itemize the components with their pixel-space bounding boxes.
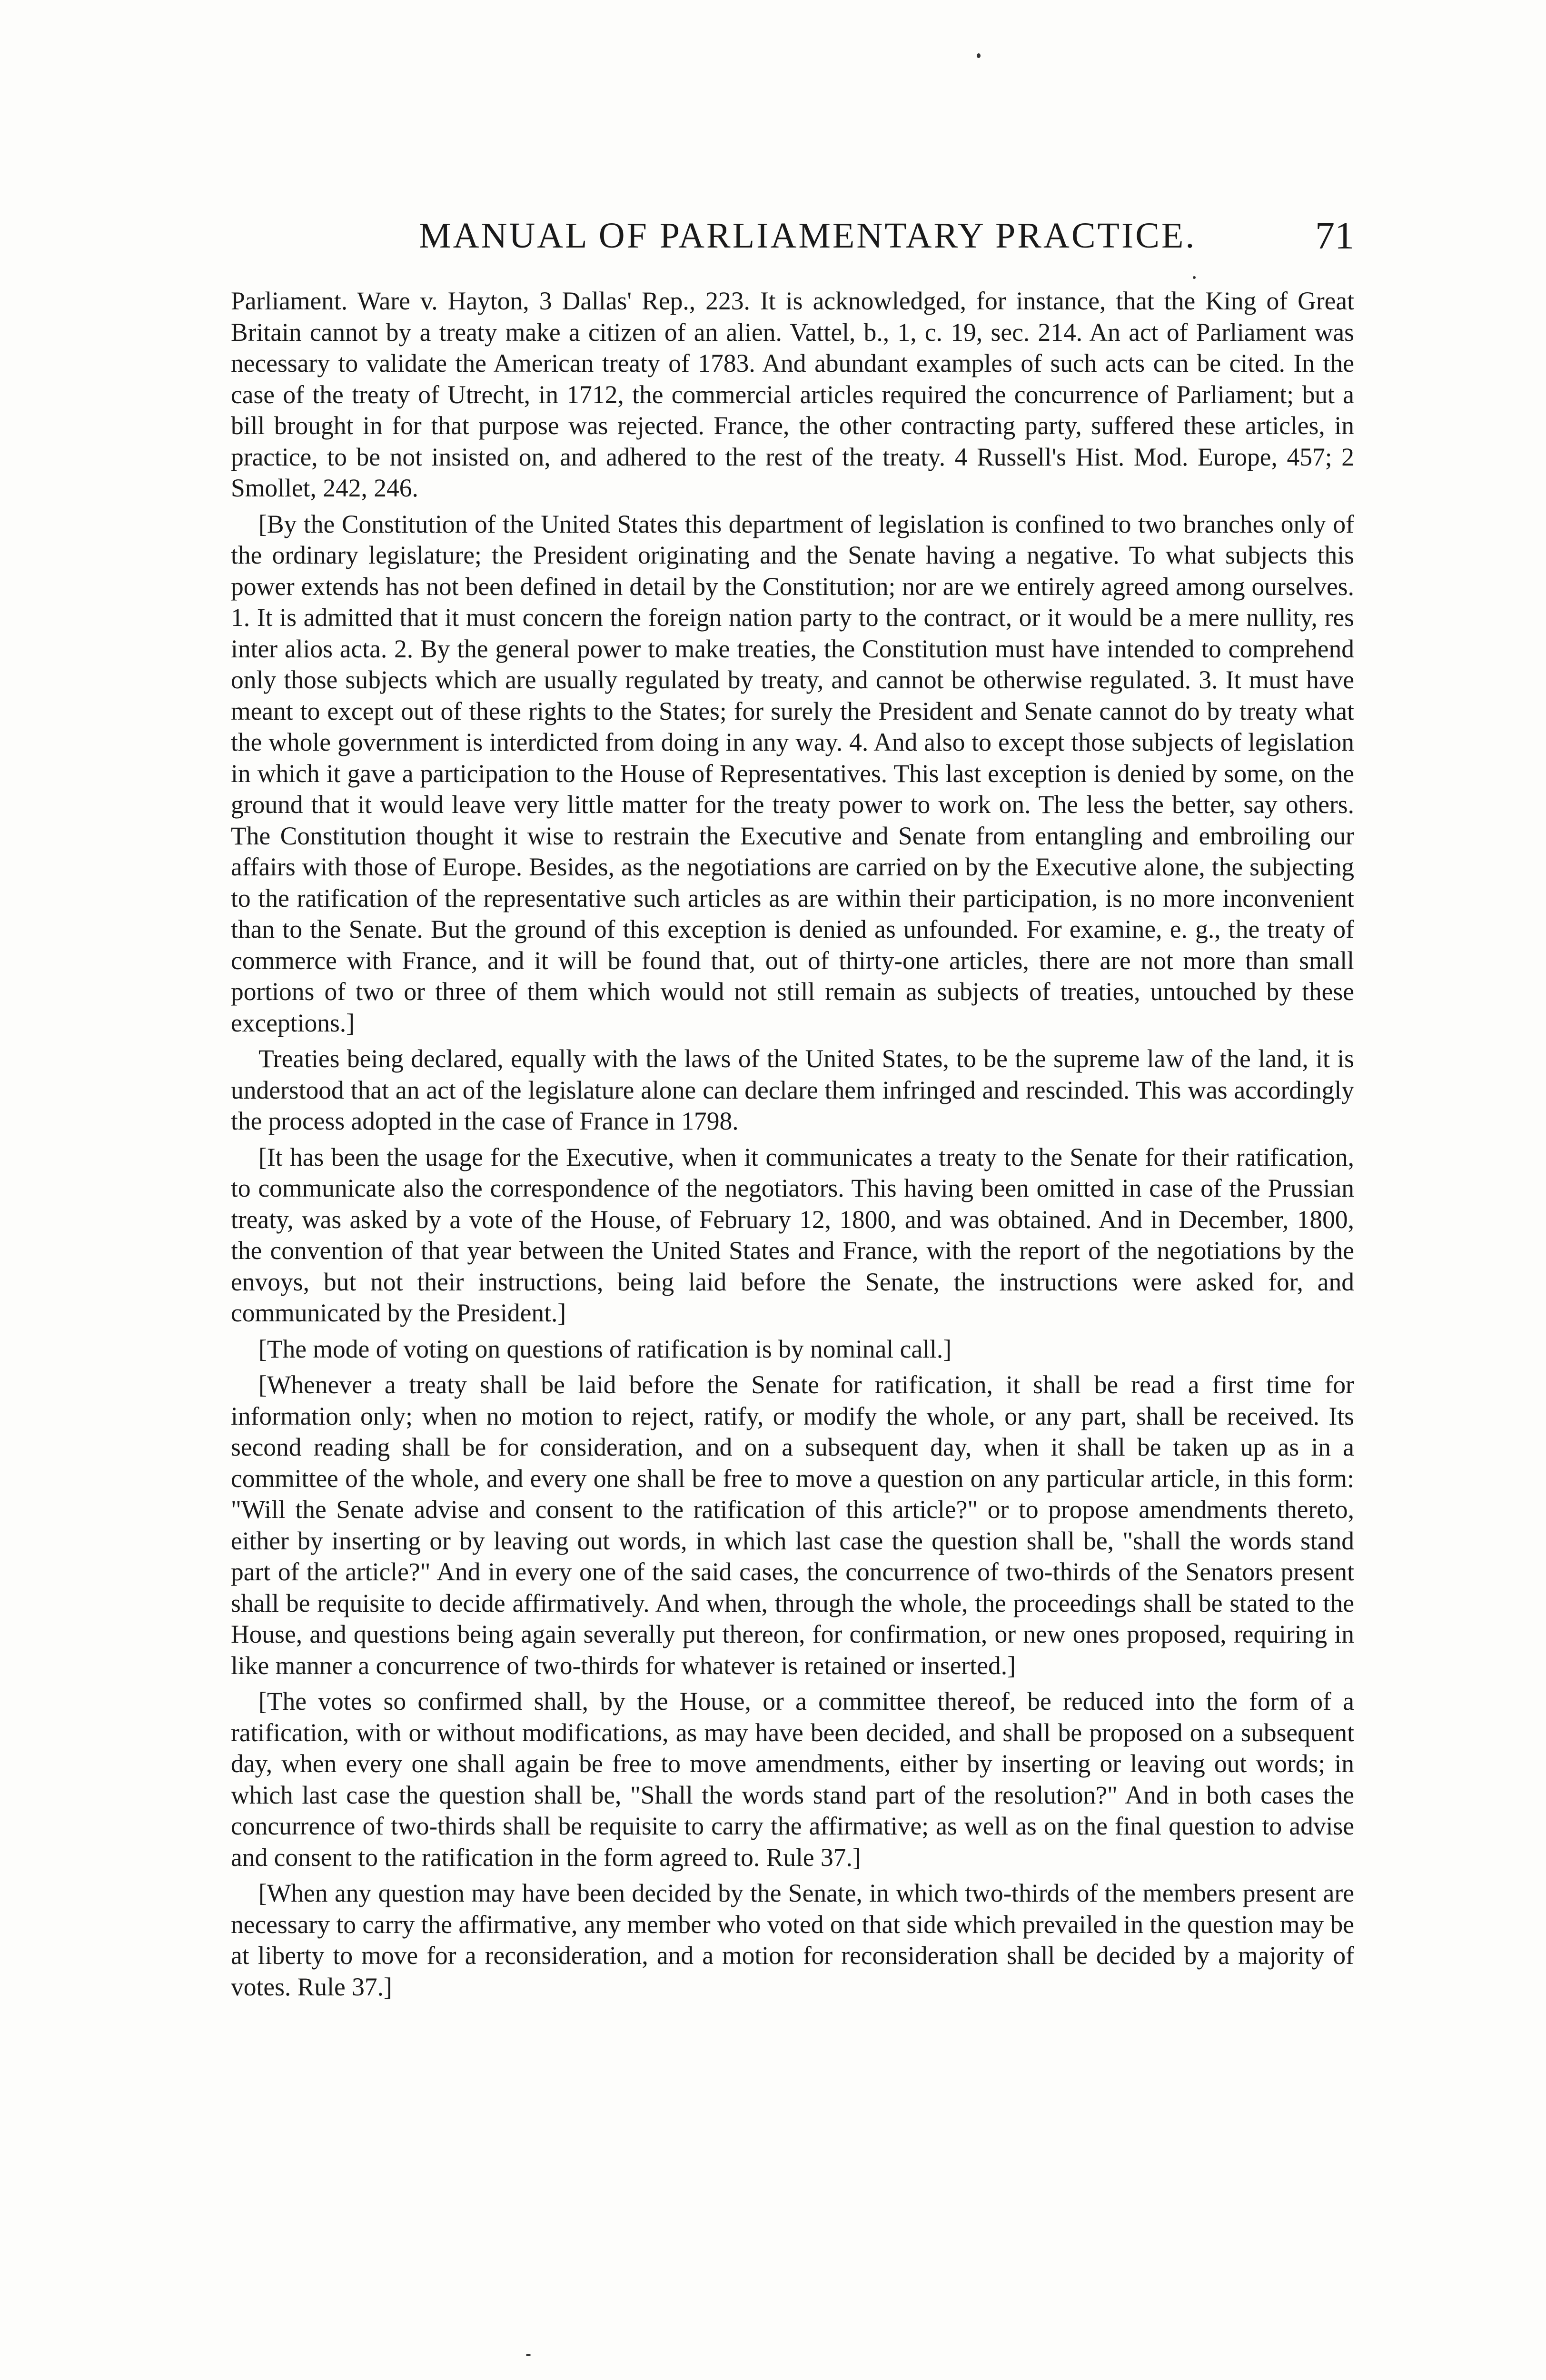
paragraph-2: [By the Constitution of the United States this department of legislation is confined to two branches only of the ordinary legislature; the President originating and the Senate having a negative. To what subjects this power extends has not been defined in detail by the Constitution; nor are we entirely agreed among ourselves. 1. It is admitted that it must concern the foreign nation party to the contract, or it would be a mere nullity, res inter alios acta. 2. By the general power to make treaties, the Constitution must have intended to comprehend only those subjects which are usually regulated by treaty, and cannot be otherwise regulated. 3. It must have meant to except out of these rights to the States; for surely the President and Senate cannot do by treaty what the whole government is interdicted from doing in any way. 4. And also to except those subjects of legislation in which it gave a participation to the House of Representatives. This last exception is denied by some, on the ground that it would leave very little matter for the treaty power to work on. The less the better, say others. The Constitution thought it wise to restrain the Executive and Senate from entangling and embroiling our affairs with those of Europe. Besides, as the negotiations are carried on by the Executive alone, the subjecting to the ratification of the representative such articles as are within their participation, is no more inconvenient than to the Senate. But the ground of this exception is denied as unfounded. For examine, e. g., the treaty of commerce with France, and it will be found that, out of thirty-one articles, there are not more than small portions of two or three of them which would not still remain as subjects of treaties, untouched by these exceptions.] [231, 509, 1354, 1037]
ink-speck [1193, 276, 1196, 279]
paragraph-7: [The votes so confirmed shall, by the House, or a committee thereof, be reduced into the form of a ratification, with or without modifications, as may have been decided, and shall be proposed on a subsequent day, when every one shall again be free to move amendments, either by inserting or leaving out words; in which last case the question shall be, "Shall the words stand part of the resolution?" And in both cases the concurrence of two-thirds shall be requisite to carry the affirmative; as well as on the final question to advise and consent to the ratification in the form agreed to. Rule 37.] [231, 1687, 1354, 1872]
paragraph-8: [When any question may have been decided by the Senate, in which two-thirds of the members present are necessary to carry the affirmative, any member who voted on that side which prevailed in the question may be at liberty to move for a reconsideration, and a motion for reconsideration shall be decided by a majority of votes. Rule 37.] [231, 1879, 1354, 2001]
running-title: MANUAL OF PARLIAMENTARY PRACTICE. [419, 216, 1197, 256]
running-head [231, 209, 1354, 262]
paragraph-6: [Whenever a treaty shall be laid before the Senate for ratification, it shall be read a first time for information only; when no motion to reject, ratify, or modify the whole, or any part, shall be received. Its second reading shall be for consideration, and on a subsequent day, when it shall be taken up as in a committee of the whole, and every one shall be free to move a question on any particular article, in this form: "Will the Senate advise and consent to the ratification of this article?" or to propose amendments thereto, either by inserting or by leaving out words, in which last case the question shall be, "shall the words stand part of the article?" And in every one of the said cases, the concurrence of two-thirds of the Senators present shall be requisite to decide affirmatively. And when, through the whole, the proceedings shall be stated to the House, and questions being again severally put thereon, for confirmation, or new ones proposed, requiring in like manner a concurrence of two-thirds for whatever is retained or inserted.] [231, 1370, 1354, 1680]
paragraph-4: [It has been the usage for the Executive, when it communicates a treaty to the Senate for their ratification, to communicate also the correspondence of the negotiators. This having been omitted in case of the Prussian treaty, was asked by a vote of the House, of February 12, 1800, and was obtained. And in December, 1800, the convention of that year between the United States and France, with the report of the negotiations by the envoys, but not their instructions, being laid before the Senate, the instructions were asked for, and communicated by the President.] [231, 1142, 1354, 1327]
body-text [231, 286, 1354, 2007]
ink-speck [526, 2354, 531, 2356]
paragraph-5: [The mode of voting on questions of ratification is by nominal call.] [258, 1334, 952, 1363]
paragraph-3: Treaties being declared, equally with the laws of the United States, to be the supreme law of the land, it is understood that an act of the legislature alone can declare them infringed and rescinded. This was accordingly the process adopted in the case of France in 1798. [231, 1044, 1354, 1135]
ink-speck [977, 53, 981, 58]
page-number: 71 [1315, 214, 1354, 257]
paragraph-1: Parliament. Ware v. Hayton, 3 Dallas' Rep., 223. It is acknowledged, for instance, that the King of Great Britain cannot by a treaty make a citizen of an alien. Vattel, b., 1, c. 19, sec. 214. An act of Parliament was necessary to validate the American treaty of 1783. And abundant examples of such acts can be cited. In the case of the treaty of Utrecht, in 1712, the commercial articles required the concurrence of Parliament; but a bill brought in for that purpose was rejected. France, the other contracting party, suffered these articles, in practice, to be not insisted on, and adhered to the rest of the treaty. 4 Russell's Hist. Mod. Europe, 457; 2 Smollet, 242, 246. [231, 287, 1354, 502]
